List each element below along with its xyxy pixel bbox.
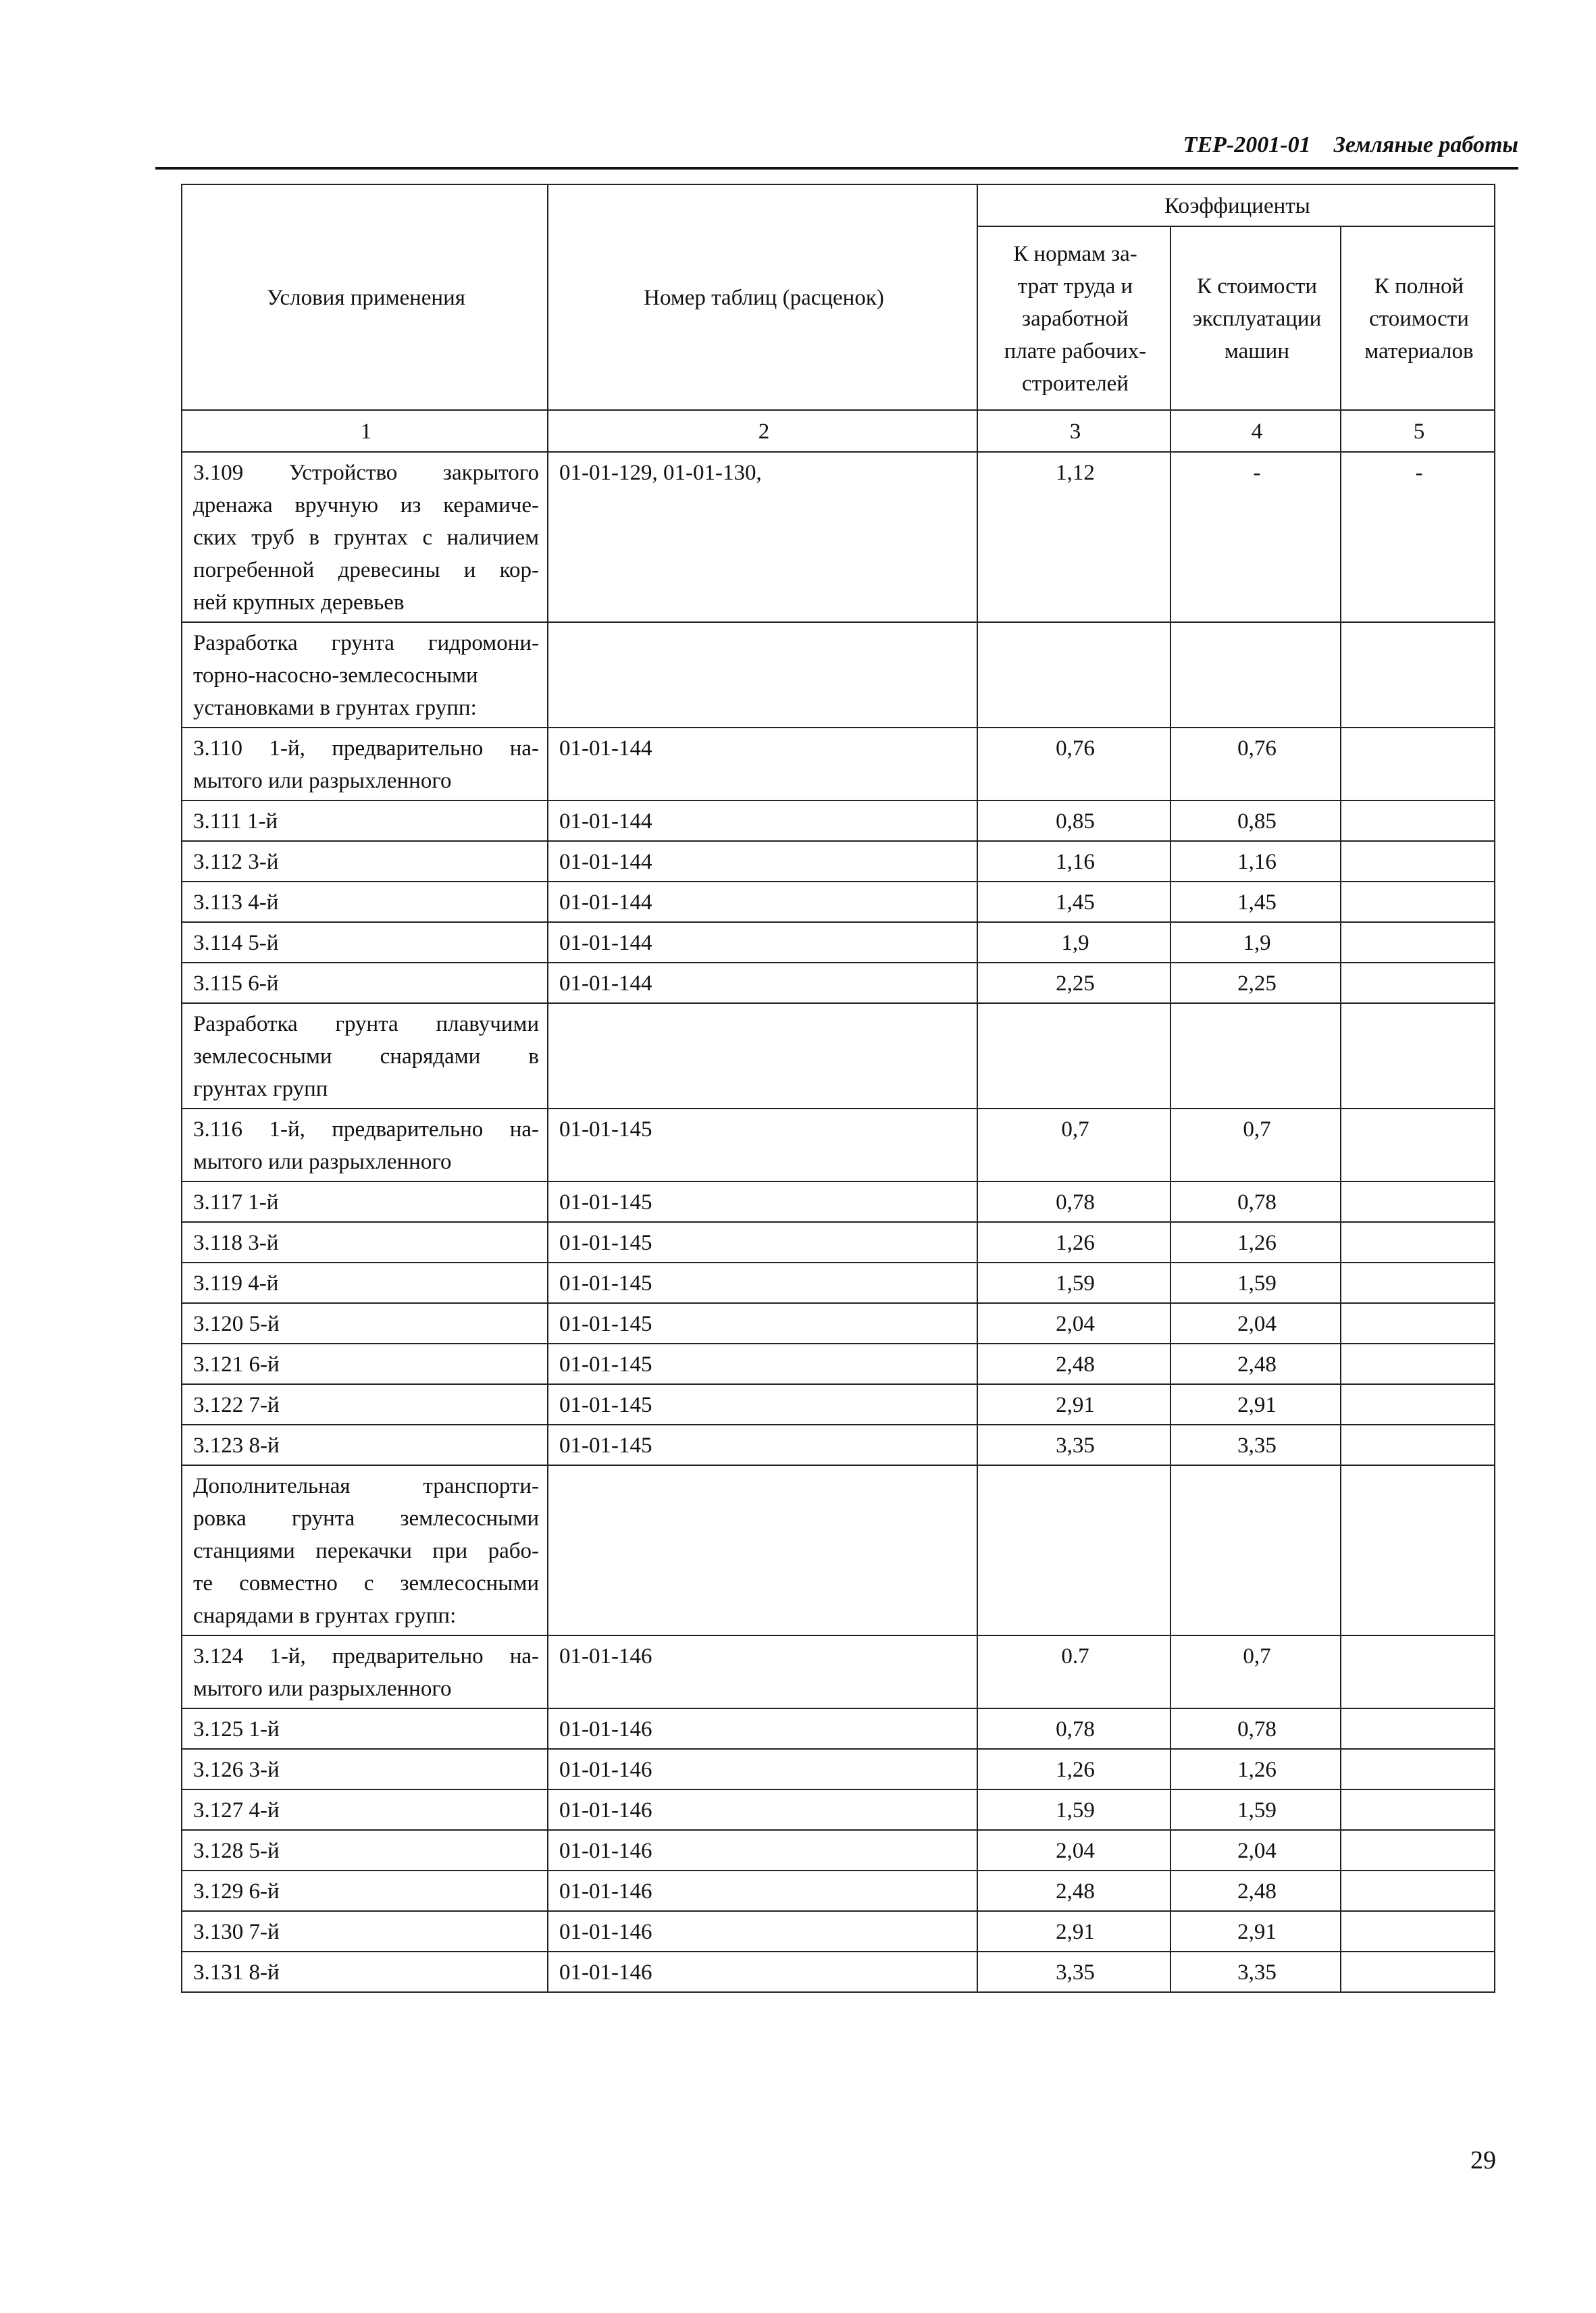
materials-coefficient-cell (1341, 1830, 1495, 1871)
table-row (182, 1871, 1495, 1911)
materials-coefficient-cell (1341, 1635, 1495, 1708)
materials-coefficient-cell (1341, 622, 1495, 728)
section-title: Земляные работы (1333, 132, 1518, 157)
machine-coefficient-cell: 0,7 (1170, 1109, 1341, 1181)
table-row (182, 1109, 1495, 1181)
machine-coefficient-cell: 2,91 (1170, 1911, 1341, 1952)
table-numbers-cell: 01-01-145 (548, 1384, 977, 1425)
col-header-labor-line: трат труда и (1017, 274, 1133, 299)
condition-line: 3.110 1-й, предварительно на- (193, 736, 539, 761)
condition-cell (182, 1708, 548, 1749)
table-row (182, 1708, 1495, 1749)
labor-coefficient-cell: 2,04 (977, 1303, 1170, 1344)
machine-coefficient-cell: 2,25 (1170, 963, 1341, 1003)
table-row (182, 1003, 1495, 1109)
table-row (182, 1303, 1495, 1344)
condition-line: дренажа вручную из керамиче- (193, 493, 539, 517)
column-number: 1 (182, 410, 548, 452)
table-numbers-cell: 01-01-144 (548, 882, 977, 922)
labor-coefficient-cell: 2,48 (977, 1344, 1170, 1384)
condition-line: мытого или разрыхленного (193, 769, 452, 793)
table-row (182, 1952, 1495, 1992)
labor-coefficient-cell: 1,26 (977, 1222, 1170, 1263)
condition-cell (182, 1952, 548, 1992)
col-header-materials (1341, 226, 1495, 410)
col-header-coefficients: Коэффициенты (977, 184, 1495, 226)
column-number: 3 (977, 410, 1170, 452)
labor-coefficient-cell: 1,45 (977, 882, 1170, 922)
col-header-machines-line: К стоимости (1197, 274, 1317, 299)
labor-coefficient-cell: 0,78 (977, 1181, 1170, 1222)
condition-line: Дополнительная транспорти- (193, 1474, 539, 1498)
condition-line: 3.131 8-й (193, 1960, 280, 1985)
labor-coefficient-cell: 3,35 (977, 1425, 1170, 1465)
document-code: ТЕР-2001-01 (1183, 132, 1311, 157)
materials-coefficient-cell (1341, 922, 1495, 963)
table-row (182, 1635, 1495, 1708)
machine-coefficient-cell: 1,26 (1170, 1222, 1341, 1263)
header-rule (155, 167, 1518, 170)
condition-line: мытого или разрыхленного (193, 1150, 452, 1174)
table-row (182, 963, 1495, 1003)
condition-cell (182, 1425, 548, 1465)
condition-cell (182, 728, 548, 800)
machine-coefficient-cell: 0,7 (1170, 1635, 1341, 1708)
materials-coefficient-cell (1341, 728, 1495, 800)
materials-coefficient-cell (1341, 1222, 1495, 1263)
table-row (182, 1181, 1495, 1222)
condition-line: снарядами в грунтах групп: (193, 1604, 457, 1628)
col-header-machines-line: машин (1224, 339, 1290, 363)
machine-coefficient-cell: 3,35 (1170, 1425, 1341, 1465)
materials-coefficient-cell (1341, 1384, 1495, 1425)
materials-coefficient-cell (1341, 1789, 1495, 1830)
materials-coefficient-cell (1341, 1749, 1495, 1789)
col-header-labor-line: заработной (1022, 307, 1129, 331)
condition-line: 3.129 6-й (193, 1879, 280, 1904)
condition-cell (182, 1003, 548, 1109)
condition-cell (182, 1635, 548, 1708)
condition-line: торно-насосно-землесосными (193, 663, 478, 688)
condition-line: 3.122 7-й (193, 1393, 280, 1417)
condition-line: землесосными снарядами в (193, 1044, 539, 1069)
condition-line: мытого или разрыхленного (193, 1677, 452, 1701)
table-numbers-cell: 01-01-145 (548, 1425, 977, 1465)
table-numbers-cell: 01-01-146 (548, 1749, 977, 1789)
labor-coefficient-cell: 1,59 (977, 1789, 1170, 1830)
table-row (182, 1384, 1495, 1425)
materials-coefficient-cell (1341, 1465, 1495, 1635)
table-numbers-cell: 01-01-146 (548, 1830, 977, 1871)
materials-coefficient-cell (1341, 1303, 1495, 1344)
labor-coefficient-cell: 1,9 (977, 922, 1170, 963)
materials-coefficient-cell (1341, 882, 1495, 922)
table-numbers-cell (548, 1003, 977, 1109)
running-header (1183, 132, 1518, 158)
coefficients-table (181, 184, 1495, 1993)
condition-line: 3.116 1-й, предварительно на- (193, 1117, 539, 1142)
table-numbers-cell: 01-01-146 (548, 1708, 977, 1749)
condition-line: 3.125 1-й (193, 1717, 280, 1742)
condition-cell (182, 1465, 548, 1635)
table-numbers-cell (548, 1465, 977, 1635)
labor-coefficient-cell: 0,85 (977, 800, 1170, 841)
column-number: 4 (1170, 410, 1341, 452)
table-body (182, 452, 1495, 1992)
machine-coefficient-cell: 3,35 (1170, 1952, 1341, 1992)
col-header-labor-line: плате рабочих- (1004, 339, 1147, 363)
labor-coefficient-cell: 1,26 (977, 1749, 1170, 1789)
machine-coefficient-cell (1170, 622, 1341, 728)
materials-coefficient-cell (1341, 963, 1495, 1003)
machine-coefficient-cell: 1,45 (1170, 882, 1341, 922)
table-row (182, 622, 1495, 728)
materials-coefficient-cell (1341, 1344, 1495, 1384)
condition-cell (182, 841, 548, 882)
table-numbers-cell: 01-01-144 (548, 841, 977, 882)
condition-line: станциями перекачки при рабо- (193, 1539, 539, 1563)
labor-coefficient-cell: 3,35 (977, 1952, 1170, 1992)
labor-coefficient-cell: 2,91 (977, 1384, 1170, 1425)
col-header-materials-line: К полной (1374, 274, 1464, 299)
condition-cell (182, 1384, 548, 1425)
column-number: 2 (548, 410, 977, 452)
machine-coefficient-cell: 1,59 (1170, 1263, 1341, 1303)
materials-coefficient-cell (1341, 1263, 1495, 1303)
table-row (182, 1344, 1495, 1384)
table-row (182, 1263, 1495, 1303)
condition-line: Разработка грунта плавучими (193, 1012, 539, 1036)
condition-line: 3.113 4-й (193, 890, 279, 915)
col-header-labor-line: строителей (1022, 372, 1129, 396)
labor-coefficient-cell: 0,7 (977, 1109, 1170, 1181)
condition-line: погребенной древесины и кор- (193, 558, 539, 582)
condition-line: установками в грунтах групп: (193, 696, 477, 720)
materials-coefficient-cell (1341, 1109, 1495, 1181)
condition-cell (182, 1789, 548, 1830)
condition-line: 3.120 5-й (193, 1312, 280, 1336)
machine-coefficient-cell: 0,76 (1170, 728, 1341, 800)
condition-cell (182, 622, 548, 728)
machine-coefficient-cell: 2,48 (1170, 1871, 1341, 1911)
condition-line: 3.121 6-й (193, 1352, 280, 1377)
machine-coefficient-cell: 1,59 (1170, 1789, 1341, 1830)
condition-cell (182, 1911, 548, 1952)
condition-cell (182, 1344, 548, 1384)
table-numbers-cell: 01-01-144 (548, 800, 977, 841)
condition-cell (182, 452, 548, 622)
table-row (182, 1425, 1495, 1465)
table-row (182, 1749, 1495, 1789)
table-numbers-cell: 01-01-145 (548, 1109, 977, 1181)
labor-coefficient-cell: 0,78 (977, 1708, 1170, 1749)
page-number: 29 (1470, 2146, 1496, 2175)
condition-line: Разработка грунта гидромони- (193, 631, 539, 655)
materials-coefficient-cell: - (1341, 452, 1495, 622)
condition-cell (182, 1263, 548, 1303)
table-numbers-cell: 01-01-145 (548, 1303, 977, 1344)
table-row (182, 1789, 1495, 1830)
machine-coefficient-cell: 2,48 (1170, 1344, 1341, 1384)
condition-cell (182, 1749, 548, 1789)
table-numbers-cell: 01-01-144 (548, 728, 977, 800)
table-numbers-cell: 01-01-146 (548, 1952, 977, 1992)
condition-cell (182, 922, 548, 963)
table-row (182, 1222, 1495, 1263)
materials-coefficient-cell (1341, 1181, 1495, 1222)
condition-line: ней крупных деревьев (193, 590, 405, 615)
machine-coefficient-cell: 2,04 (1170, 1830, 1341, 1871)
condition-line: 3.117 1-й (193, 1190, 279, 1215)
table-numbers-cell: 01-01-146 (548, 1789, 977, 1830)
machine-coefficient-cell (1170, 1003, 1341, 1109)
col-header-materials-line: материалов (1364, 339, 1474, 363)
condition-line: 3.124 1-й, предварительно на- (193, 1644, 539, 1669)
condition-cell (182, 1181, 548, 1222)
machine-coefficient-cell: 2,04 (1170, 1303, 1341, 1344)
condition-line: 3.118 3-й (193, 1231, 279, 1255)
condition-line: 3.111 1-й (193, 809, 278, 834)
condition-cell (182, 800, 548, 841)
condition-cell (182, 1109, 548, 1181)
condition-line: 3.114 5-й (193, 931, 279, 955)
table-row (182, 922, 1495, 963)
labor-coefficient-cell (977, 1003, 1170, 1109)
table-row (182, 882, 1495, 922)
condition-line: 3.109 Устройство закрытого (193, 461, 539, 485)
table-numbers-cell: 01-01-145 (548, 1222, 977, 1263)
machine-coefficient-cell (1170, 1465, 1341, 1635)
labor-coefficient-cell (977, 1465, 1170, 1635)
machine-coefficient-cell: 2,91 (1170, 1384, 1341, 1425)
machine-coefficient-cell: 0,78 (1170, 1708, 1341, 1749)
col-header-conditions: Условия применения (182, 184, 548, 410)
table-numbers-cell: 01-01-145 (548, 1344, 977, 1384)
labor-coefficient-cell: 0.7 (977, 1635, 1170, 1708)
condition-line: грунтах групп (193, 1077, 328, 1101)
condition-cell (182, 1871, 548, 1911)
materials-coefficient-cell (1341, 1871, 1495, 1911)
table-numbers-cell: 01-01-129, 01-01-130, (548, 452, 977, 622)
col-header-labor-line: К нормам за- (1013, 242, 1137, 266)
table-numbers-cell: 01-01-146 (548, 1871, 977, 1911)
materials-coefficient-cell (1341, 1952, 1495, 1992)
machine-coefficient-cell: - (1170, 452, 1341, 622)
machine-coefficient-cell: 0,85 (1170, 800, 1341, 841)
table-numbers-cell (548, 622, 977, 728)
col-header-machines (1170, 226, 1341, 410)
condition-line: 3.127 4-й (193, 1798, 280, 1823)
materials-coefficient-cell (1341, 1003, 1495, 1109)
machine-coefficient-cell: 1,16 (1170, 841, 1341, 882)
labor-coefficient-cell: 0,76 (977, 728, 1170, 800)
materials-coefficient-cell (1341, 1425, 1495, 1465)
col-header-materials-line: стоимости (1369, 307, 1469, 331)
table-row (182, 1911, 1495, 1952)
materials-coefficient-cell (1341, 1708, 1495, 1749)
condition-line: 3.126 3-й (193, 1758, 280, 1782)
labor-coefficient-cell: 2,25 (977, 963, 1170, 1003)
materials-coefficient-cell (1341, 800, 1495, 841)
condition-cell (182, 1830, 548, 1871)
machine-coefficient-cell: 1,26 (1170, 1749, 1341, 1789)
table-numbers-cell: 01-01-145 (548, 1181, 977, 1222)
table-row (182, 841, 1495, 882)
condition-line: 3.123 8-й (193, 1433, 280, 1458)
table-numbers-cell: 01-01-145 (548, 1263, 977, 1303)
table-numbers-cell: 01-01-146 (548, 1911, 977, 1952)
col-header-labor (977, 226, 1170, 410)
table-numbers-cell: 01-01-146 (548, 1635, 977, 1708)
col-header-tables: Номер таблиц (расценок) (548, 184, 977, 410)
table-numbers-cell: 01-01-144 (548, 963, 977, 1003)
labor-coefficient-cell: 1,12 (977, 452, 1170, 622)
table-row (182, 800, 1495, 841)
condition-line: 3.112 3-й (193, 850, 279, 874)
condition-cell (182, 882, 548, 922)
labor-coefficient-cell: 2,48 (977, 1871, 1170, 1911)
table-row (182, 1465, 1495, 1635)
labor-coefficient-cell: 1,16 (977, 841, 1170, 882)
col-header-machines-line: эксплуатации (1192, 307, 1322, 331)
condition-line: ских труб в грунтах с наличием (193, 526, 539, 550)
condition-line: 3.130 7-й (193, 1920, 280, 1944)
condition-line: 3.115 6-й (193, 971, 279, 996)
labor-coefficient-cell: 1,59 (977, 1263, 1170, 1303)
condition-cell (182, 1222, 548, 1263)
machine-coefficient-cell: 1,9 (1170, 922, 1341, 963)
labor-coefficient-cell: 2,04 (977, 1830, 1170, 1871)
table-row (182, 452, 1495, 622)
condition-line: 3.119 4-й (193, 1271, 279, 1296)
table-row (182, 728, 1495, 800)
condition-line: ровка грунта землесосными (193, 1506, 539, 1531)
condition-line: те совместно с землесосными (193, 1571, 539, 1596)
column-number: 5 (1341, 410, 1495, 452)
table-row (182, 1830, 1495, 1871)
labor-coefficient-cell: 2,91 (977, 1911, 1170, 1952)
condition-line: 3.128 5-й (193, 1839, 280, 1863)
machine-coefficient-cell: 0,78 (1170, 1181, 1341, 1222)
materials-coefficient-cell (1341, 1911, 1495, 1952)
labor-coefficient-cell (977, 622, 1170, 728)
condition-cell (182, 1303, 548, 1344)
column-number-row (182, 410, 1495, 452)
table-numbers-cell: 01-01-144 (548, 922, 977, 963)
materials-coefficient-cell (1341, 841, 1495, 882)
condition-cell (182, 963, 548, 1003)
